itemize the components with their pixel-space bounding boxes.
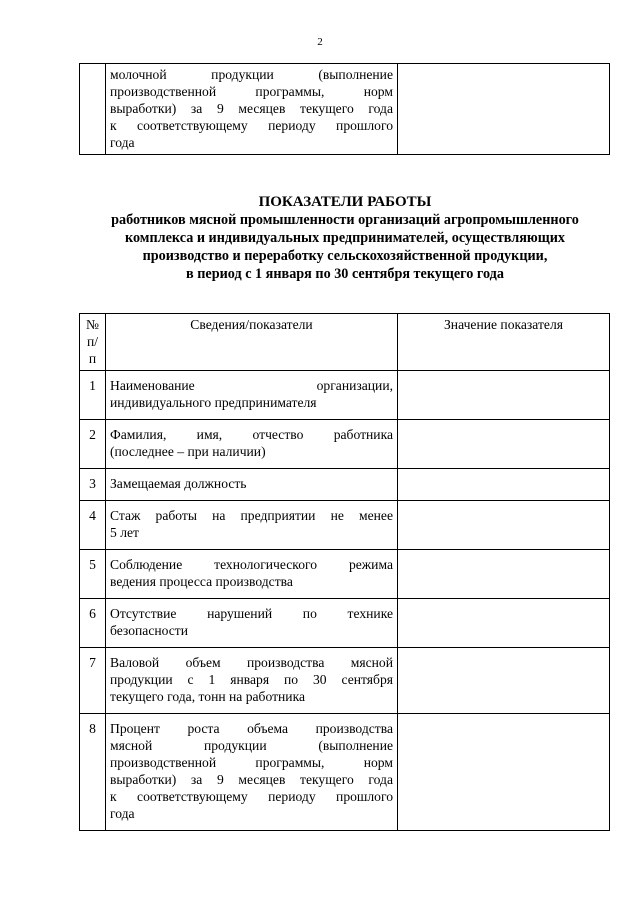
header-num-line: п/п bbox=[86, 334, 99, 366]
indicator-text-line: продукции с 1 января по 30 сентября bbox=[110, 672, 393, 687]
indicator-cell bbox=[106, 501, 398, 550]
table-row bbox=[80, 599, 610, 648]
indicator-text-line: индивидуального предпринимателя bbox=[110, 395, 317, 410]
row-number: 4 bbox=[80, 501, 106, 550]
table-row bbox=[80, 501, 610, 550]
indicator-cell bbox=[106, 550, 398, 599]
table-row bbox=[80, 371, 610, 420]
heading-line: комплекса и индивидуальных предпринимателей, осуществляющих bbox=[125, 230, 565, 246]
indicators-table bbox=[79, 313, 610, 831]
row-number: 3 bbox=[80, 469, 106, 501]
indicator-text-line: к соответствующему периоду прошлого bbox=[110, 789, 393, 804]
num-cell bbox=[80, 64, 106, 155]
value-cell[interactable] bbox=[398, 64, 610, 155]
indicator-text-line: текущего года, тонн на работника bbox=[110, 689, 306, 704]
info-cell bbox=[106, 64, 398, 155]
indicator-text-line: мясной продукции (выполнение bbox=[110, 738, 393, 753]
table-row bbox=[80, 420, 610, 469]
indicator-text-line: Соблюдение технологического режима bbox=[110, 557, 393, 572]
table-row bbox=[80, 648, 610, 714]
indicator-text-line: (последнее – при наличии) bbox=[110, 444, 266, 459]
continuation-table bbox=[79, 63, 610, 155]
page-number: 2 bbox=[317, 36, 323, 48]
indicator-cell bbox=[106, 714, 398, 831]
text-line: молочной продукции (выполнение bbox=[110, 67, 393, 82]
text-line: к соответствующему периоду прошлого bbox=[110, 118, 393, 133]
header-num-line: № bbox=[86, 317, 99, 332]
indicator-text-line: безопасности bbox=[110, 623, 189, 638]
text-line: года bbox=[110, 135, 135, 150]
indicator-value-cell[interactable] bbox=[398, 599, 610, 648]
header-value: Значение показателя bbox=[398, 314, 610, 371]
indicator-text-line: выработки) за 9 месяцев текущего года bbox=[110, 772, 393, 787]
heading-title: ПОКАЗАТЕЛИ РАБОТЫ bbox=[258, 194, 432, 210]
indicator-text-line: ведения процесса производства bbox=[110, 574, 293, 589]
indicator-value-cell[interactable] bbox=[398, 550, 610, 599]
indicator-text-line: производственной программы, норм bbox=[110, 755, 393, 770]
indicator-text-line: Стаж работы на предприятии не менее bbox=[110, 508, 393, 523]
header-info: Сведения/показатели bbox=[106, 314, 398, 371]
indicator-cell bbox=[106, 648, 398, 714]
header-num bbox=[80, 314, 106, 371]
table-header-row bbox=[80, 314, 610, 371]
table-row bbox=[80, 550, 610, 599]
indicator-text-line: 5 лет bbox=[110, 525, 139, 540]
row-number: 7 bbox=[80, 648, 106, 714]
indicator-value-cell[interactable] bbox=[398, 371, 610, 420]
table-row bbox=[80, 714, 610, 831]
indicator-text-line: Валовой объем производства мясной bbox=[110, 655, 393, 670]
document-heading bbox=[60, 193, 630, 283]
indicator-text-line: Замещаемая должность bbox=[110, 476, 247, 491]
text-line: производственной программы, норм bbox=[110, 84, 393, 99]
indicator-cell bbox=[106, 469, 398, 501]
row-number: 6 bbox=[80, 599, 106, 648]
indicator-text-line: Фамилия, имя, отчество работника bbox=[110, 427, 393, 442]
row-number: 5 bbox=[80, 550, 106, 599]
heading-line: в период с 1 января по 30 сентября текущего года bbox=[186, 266, 504, 282]
indicator-cell bbox=[106, 599, 398, 648]
indicator-value-cell[interactable] bbox=[398, 648, 610, 714]
indicator-text-line: Процент роста объема производства bbox=[110, 721, 393, 736]
indicator-cell bbox=[106, 371, 398, 420]
text-line: выработки) за 9 месяцев текущего года bbox=[110, 101, 393, 116]
indicator-text-line: Отсутствие нарушений по технике bbox=[110, 606, 393, 621]
row-number: 8 bbox=[80, 714, 106, 831]
table-row bbox=[80, 64, 610, 155]
indicator-text-line: года bbox=[110, 806, 135, 821]
indicator-text-line: Наименование организации, bbox=[110, 378, 393, 393]
table-row bbox=[80, 469, 610, 501]
indicator-value-cell[interactable] bbox=[398, 469, 610, 501]
heading-line: производство и переработку сельскохозяйственной продукции, bbox=[142, 248, 548, 264]
indicator-value-cell[interactable] bbox=[398, 501, 610, 550]
heading-line: работников мясной промышленности организаций агропромышленного bbox=[111, 212, 579, 228]
row-number: 2 bbox=[80, 420, 106, 469]
indicator-value-cell[interactable] bbox=[398, 714, 610, 831]
indicator-value-cell[interactable] bbox=[398, 420, 610, 469]
row-number: 1 bbox=[80, 371, 106, 420]
indicator-cell bbox=[106, 420, 398, 469]
